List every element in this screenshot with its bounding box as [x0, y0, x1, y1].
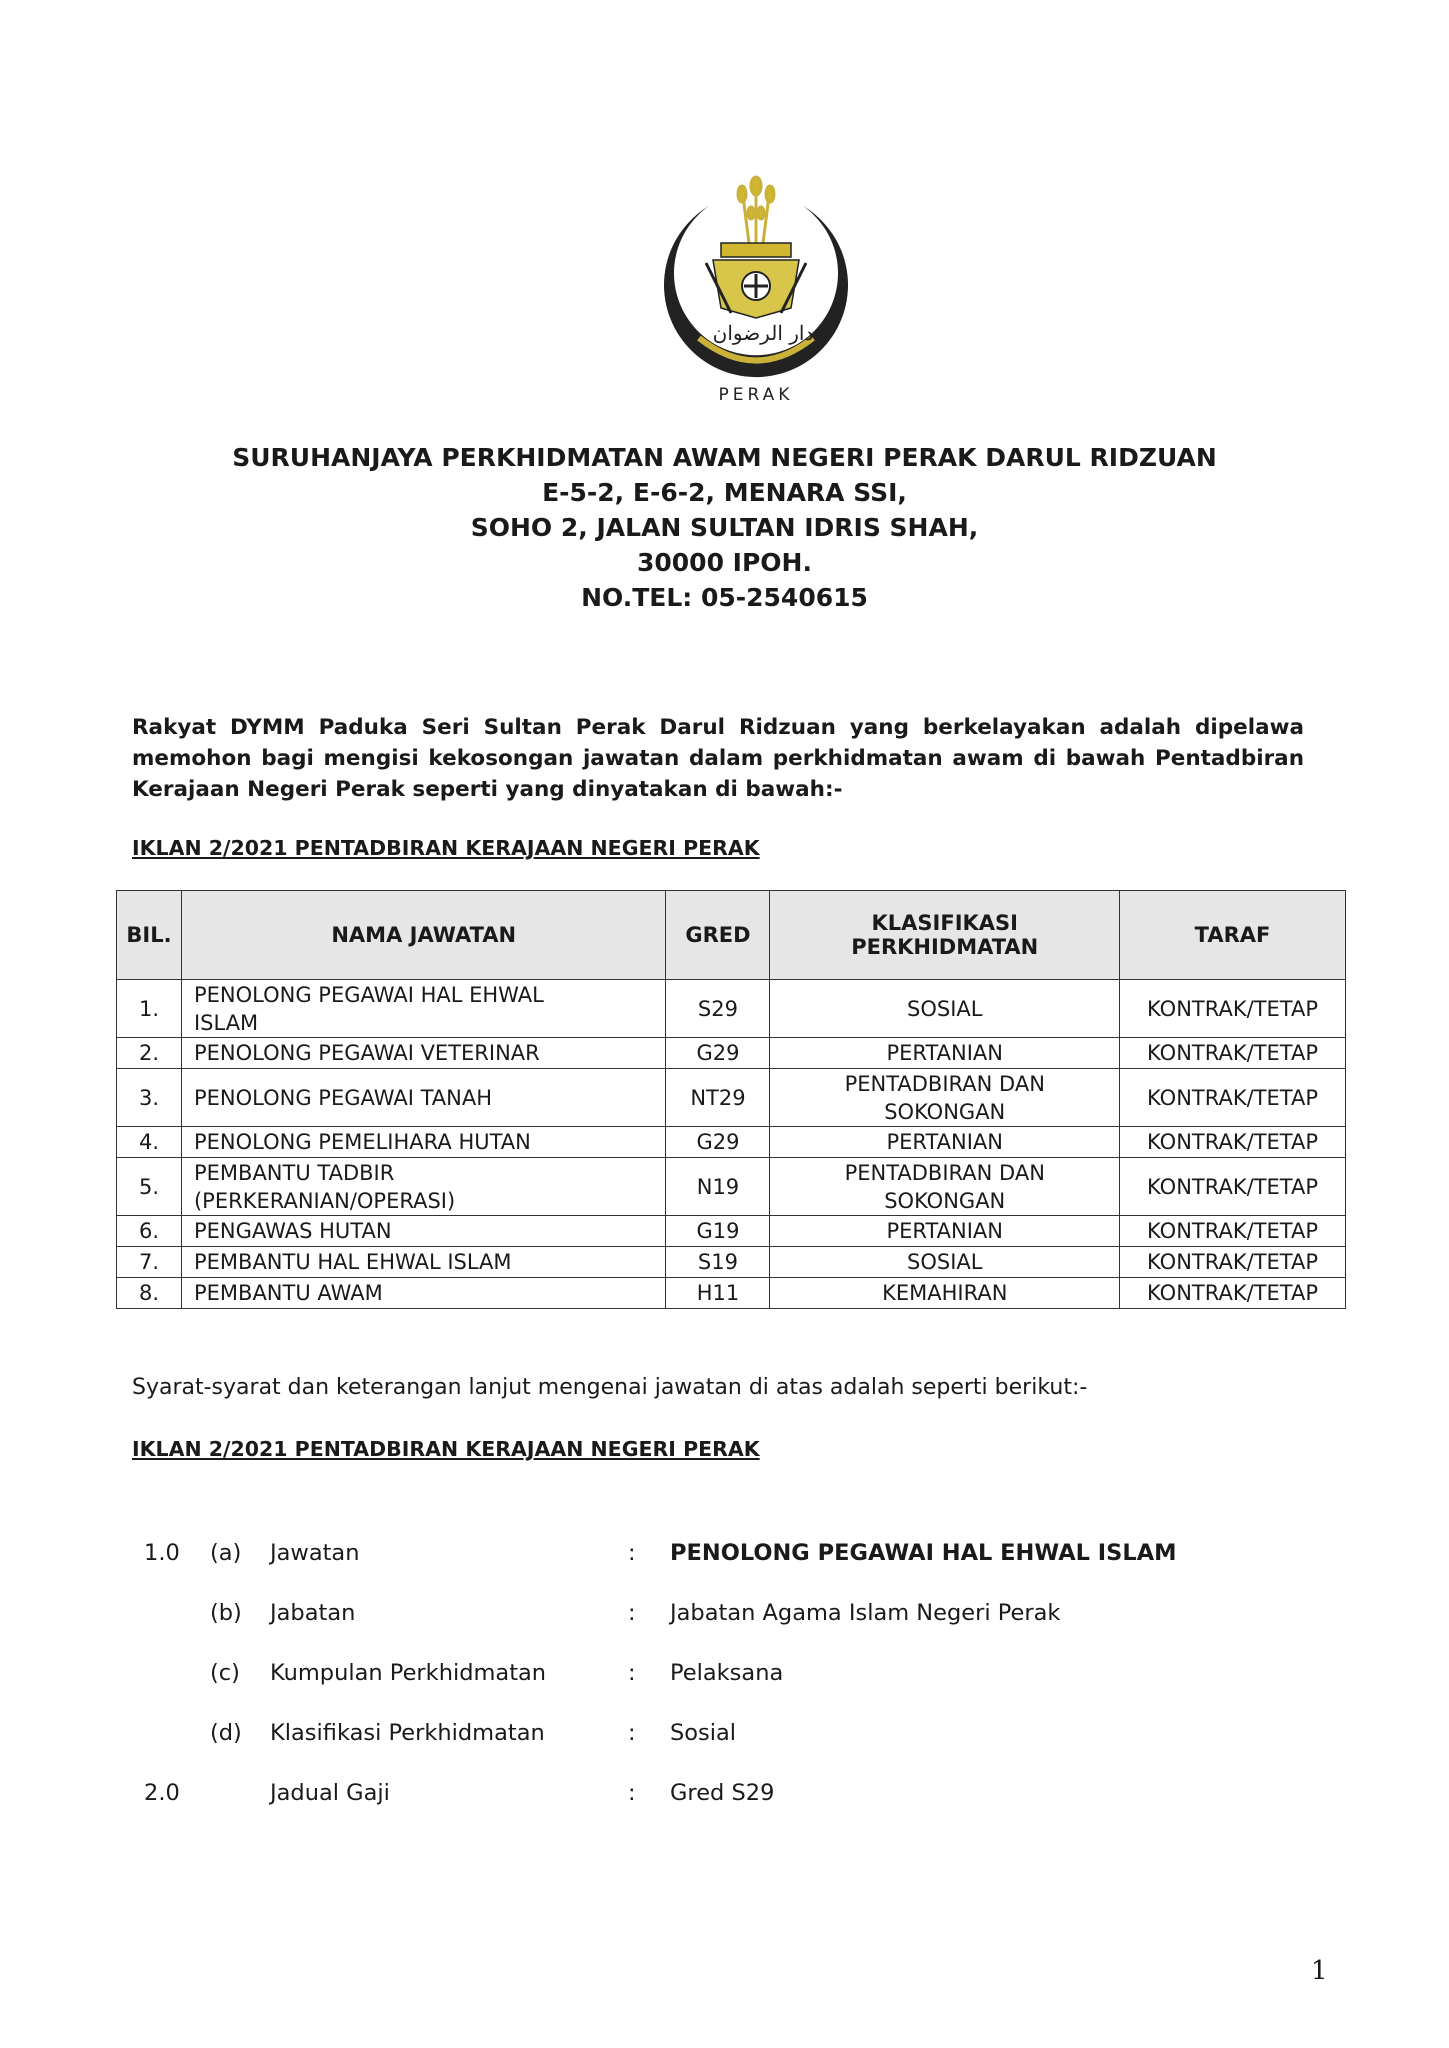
- col-header-bil: BIL.: [117, 891, 182, 980]
- table-row: [117, 980, 1346, 1038]
- klas-line-1: PENTADBIRAN DAN: [844, 1160, 1045, 1185]
- cell-nama: PEMBANTU AWAM: [181, 1278, 666, 1309]
- cell-gred: N19: [666, 1158, 770, 1216]
- crest-label: PERAK: [718, 385, 794, 405]
- table-header-row: [117, 891, 1346, 980]
- cell-klasifikasi: PERTANIAN: [770, 1216, 1120, 1247]
- nama-line-2: ISLAM: [193, 1010, 259, 1035]
- col-header-taraf: TARAF: [1120, 891, 1346, 980]
- cell-klasifikasi: SOSIAL: [770, 980, 1120, 1038]
- table-row: [117, 1158, 1346, 1216]
- cell-gred: NT29: [666, 1069, 770, 1127]
- cell-bil: 3.: [117, 1069, 182, 1127]
- table-row: [117, 1127, 1346, 1158]
- detail-letter: (a): [210, 1540, 242, 1566]
- detail-colon: :: [628, 1600, 636, 1626]
- cell-bil: 7.: [117, 1247, 182, 1278]
- detail-value: Gred S29: [670, 1780, 775, 1806]
- header-line-1: SURUHANJAYA PERKHIDMATAN AWAM NEGERI PERAK DARUL RIDZUAN: [232, 443, 1217, 472]
- nama-line-2: (PERKERANIAN/OPERASI): [193, 1188, 456, 1213]
- perak-state-crest: [651, 168, 861, 408]
- detail-label: Klasifikasi Perkhidmatan: [270, 1720, 545, 1746]
- cell-nama: [181, 980, 666, 1038]
- cell-nama: PEMBANTU HAL EHWAL ISLAM: [181, 1247, 666, 1278]
- cell-bil: 1.: [117, 980, 182, 1038]
- table-row: [117, 1247, 1346, 1278]
- cell-klasifikasi: PERTANIAN: [770, 1127, 1120, 1158]
- cell-klasifikasi: KEMAHIRAN: [770, 1278, 1120, 1309]
- detail-value: PENOLONG PEGAWAI HAL EHWAL ISLAM: [670, 1540, 1177, 1566]
- detail-letter: (d): [210, 1720, 242, 1746]
- arabic-inscription: دار الرضوان: [712, 321, 814, 345]
- cell-nama: PENGAWAS HUTAN: [181, 1216, 666, 1247]
- wheat-stalks: [738, 177, 774, 243]
- cell-nama: PENOLONG PEMELIHARA HUTAN: [181, 1127, 666, 1158]
- header-line-2: E-5-2, E-6-2, MENARA SSI,: [542, 478, 907, 507]
- cell-bil: 4.: [117, 1127, 182, 1158]
- col-header-klasifikasi: KLASIFIKASI PERKHIDMATAN: [770, 891, 1120, 980]
- cell-gred: G29: [666, 1038, 770, 1069]
- detail-colon: :: [628, 1540, 636, 1566]
- cell-bil: 8.: [117, 1278, 182, 1309]
- cell-taraf: KONTRAK/TETAP: [1120, 980, 1346, 1038]
- detail-value: Jabatan Agama Islam Negeri Perak: [670, 1600, 1061, 1626]
- cell-taraf: KONTRAK/TETAP: [1120, 1216, 1346, 1247]
- iklan-title-2: IKLAN 2/2021 PENTADBIRAN KERAJAAN NEGERI PERAK: [132, 1437, 760, 1461]
- cell-bil: 2.: [117, 1038, 182, 1069]
- cell-nama: PENOLONG PEGAWAI VETERINAR: [181, 1038, 666, 1069]
- cell-taraf: KONTRAK/TETAP: [1120, 1038, 1346, 1069]
- detail-value: Sosial: [670, 1720, 737, 1746]
- cell-gred: G19: [666, 1216, 770, 1247]
- cell-taraf: KONTRAK/TETAP: [1120, 1247, 1346, 1278]
- cell-klasifikasi: [770, 1069, 1120, 1127]
- cell-gred: S29: [666, 980, 770, 1038]
- detail-label: Jadual Gaji: [270, 1780, 390, 1806]
- nama-line-1: PEMBANTU TADBIR: [193, 1160, 395, 1185]
- detail-colon: :: [628, 1660, 636, 1686]
- header-line-4: 30000 IPOH.: [637, 548, 812, 577]
- cell-nama: [181, 1158, 666, 1216]
- detail-label: Jabatan: [270, 1600, 356, 1626]
- intro-paragraph: Rakyat DYMM Paduka Seri Sultan Perak Darul Ridzuan yang berkelayakan adalah dipelawa memohon bagi mengisi kekosongan jawatan dalam perkhidmatan awam di bawah Pentadbiran Kerajaan Negeri Perak seperti yang dinyatakan di bawah:-: [132, 715, 1304, 802]
- table-row: [117, 1216, 1346, 1247]
- detail-label: Kumpulan Perkhidmatan: [270, 1660, 547, 1686]
- detail-letter: (b): [210, 1600, 242, 1626]
- cell-gred: G29: [666, 1127, 770, 1158]
- detail-label: Jawatan: [270, 1540, 360, 1566]
- cell-nama: PENOLONG PEGAWAI TANAH: [181, 1069, 666, 1127]
- page-number: 1: [1311, 1956, 1328, 1986]
- cell-klasifikasi: PERTANIAN: [770, 1038, 1120, 1069]
- col-header-nama: NAMA JAWATAN: [181, 891, 666, 980]
- table-row: [117, 1069, 1346, 1127]
- cell-bil: 5.: [117, 1158, 182, 1216]
- header-line-5: NO.TEL: 05-2540615: [581, 583, 868, 612]
- crown: [721, 243, 791, 257]
- cell-taraf: KONTRAK/TETAP: [1120, 1158, 1346, 1216]
- detail-number: 2.0: [144, 1780, 180, 1806]
- cell-klasifikasi: [770, 1158, 1120, 1216]
- cell-taraf: KONTRAK/TETAP: [1120, 1278, 1346, 1309]
- header-line-3: SOHO 2, JALAN SULTAN IDRIS SHAH,: [470, 513, 979, 542]
- klas-line-1: PENTADBIRAN DAN: [844, 1071, 1045, 1096]
- detail-value: Pelaksana: [670, 1660, 784, 1686]
- detail-number: 1.0: [144, 1540, 180, 1566]
- cell-gred: S19: [666, 1247, 770, 1278]
- letterhead: [0, 440, 1449, 615]
- detail-colon: :: [628, 1780, 636, 1806]
- iklan-title-1: IKLAN 2/2021 PENTADBIRAN KERAJAAN NEGERI PERAK: [132, 836, 760, 860]
- detail-letter: (c): [210, 1660, 240, 1686]
- syarat-paragraph: Syarat-syarat dan keterangan lanjut mengenai jawatan di atas adalah seperti berikut:-: [132, 1375, 1088, 1400]
- nama-line-1: PENOLONG PEGAWAI HAL EHWAL: [193, 982, 544, 1007]
- detail-colon: :: [628, 1720, 636, 1746]
- col-header-gred: GRED: [666, 891, 770, 980]
- cell-gred: H11: [666, 1278, 770, 1309]
- klas-line-2: SOKONGAN: [884, 1099, 1006, 1124]
- klas-line-2: SOKONGAN: [884, 1188, 1006, 1213]
- cell-taraf: KONTRAK/TETAP: [1120, 1127, 1346, 1158]
- table-row: [117, 1278, 1346, 1309]
- cell-bil: 6.: [117, 1216, 182, 1247]
- vacancy-table: [116, 890, 1346, 1309]
- cell-klasifikasi: SOSIAL: [770, 1247, 1120, 1278]
- cell-taraf: KONTRAK/TETAP: [1120, 1069, 1346, 1127]
- table-row: [117, 1038, 1346, 1069]
